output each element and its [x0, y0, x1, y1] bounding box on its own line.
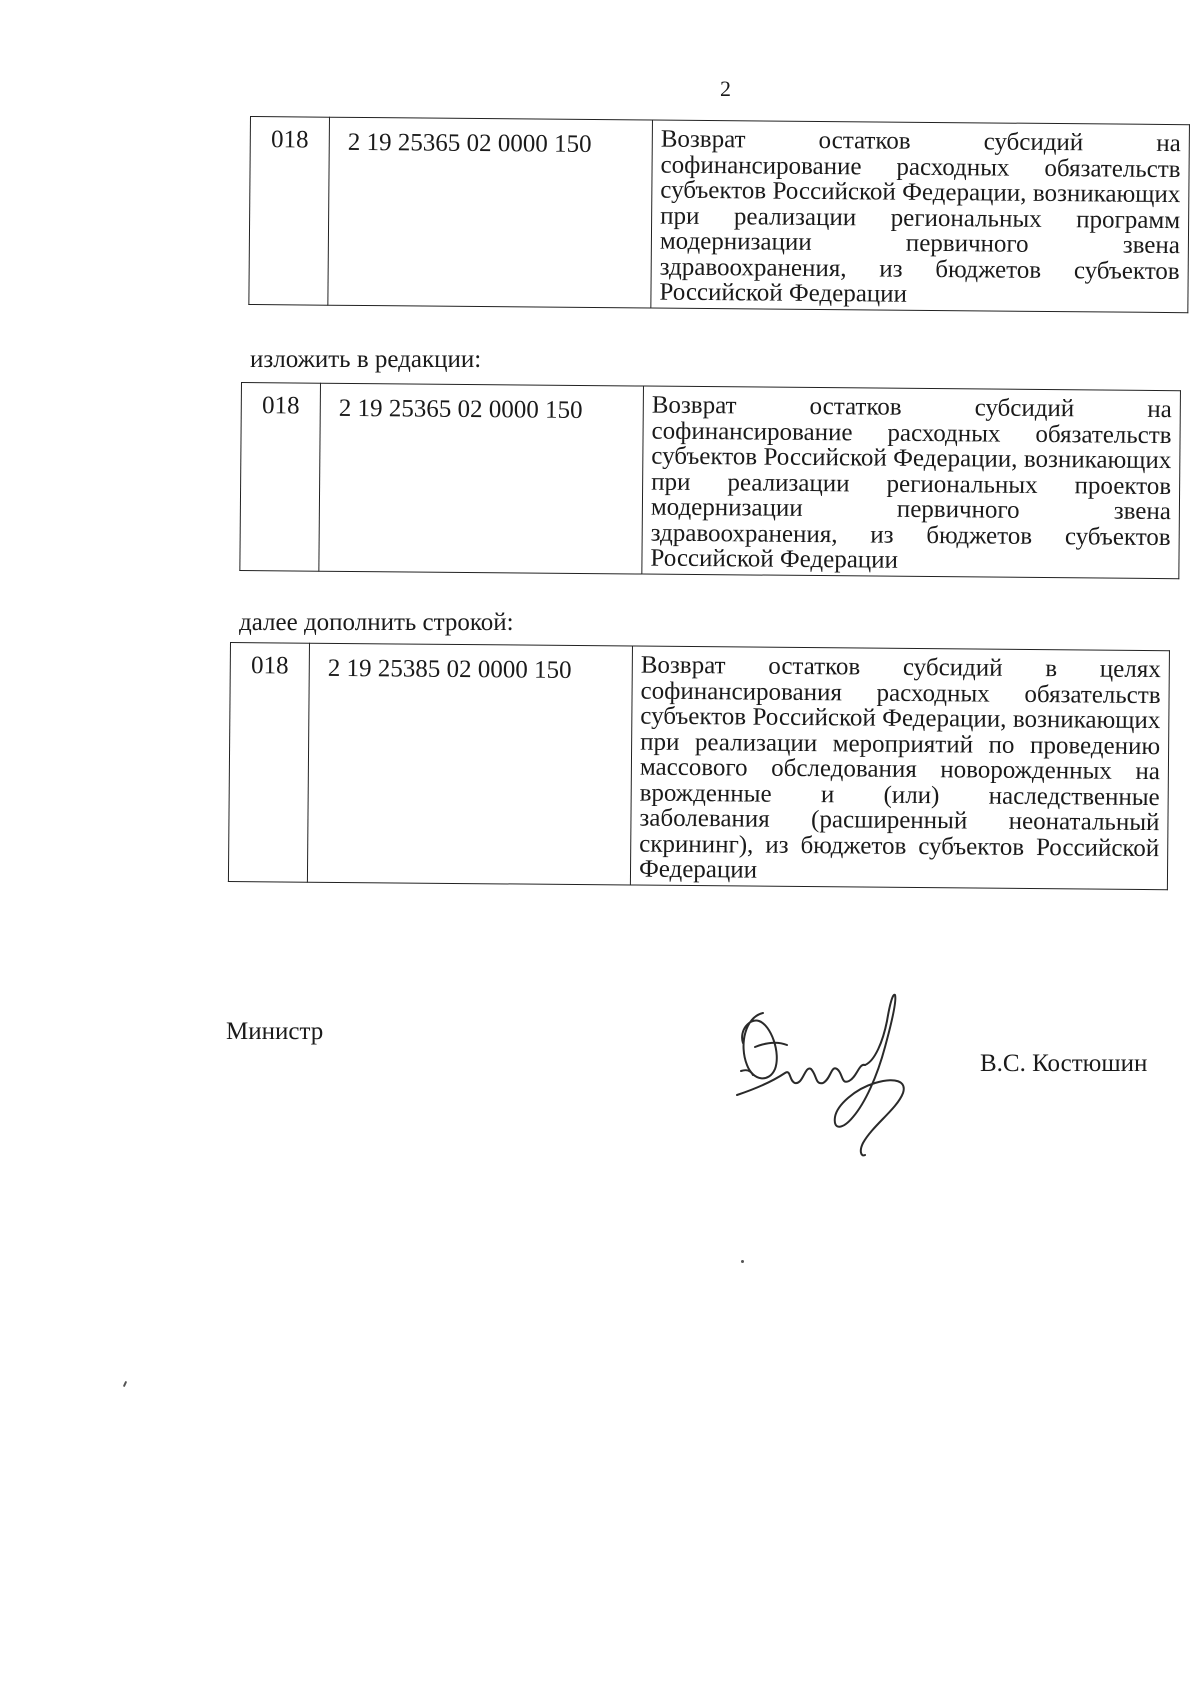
admin-code-cell: 018: [240, 383, 321, 571]
description-cell: Возврат остатков субсидий на софинансирование расходных обязательств субъектов Российской Федерации, возникающих при реализации региональных проектов модернизации первичного звена здравоохранения, из бюджетов субъектов Российской Федерации: [642, 386, 1181, 578]
scan-speck: [123, 1381, 127, 1387]
signatory-name: В.С. Костюшин: [980, 1050, 1148, 1077]
budget-code-table-new: [228, 642, 1170, 890]
page-number: 2: [720, 76, 731, 101]
kbk-code-cell: 2 19 25365 02 0000 150: [328, 117, 653, 307]
budget-code-table-original: [248, 116, 1190, 313]
scan-speck: [741, 1260, 744, 1263]
signatory-role: Министр: [226, 1018, 324, 1045]
kbk-code-cell: 2 19 25385 02 0000 150: [307, 643, 632, 884]
description-cell: Возврат остатков субсидий в целях софинансирования расходных обязательств субъектов Российской Федерации, возникающих при реализации мероприятий по проведению массового обследования новорожденных на врожденные и (или) наследственные заболевания (расширенный неонатальный скрининг), из бюджетов субъектов Российской Федерации: [630, 646, 1169, 889]
table-row: [240, 383, 1181, 579]
instruction-replace: изложить в редакции:: [250, 346, 482, 373]
admin-code-cell: 018: [249, 117, 330, 305]
instruction-append: далее дополнить строкой:: [239, 609, 514, 636]
handwritten-signature: [725, 985, 935, 1160]
budget-code-table-revised: [239, 382, 1181, 579]
admin-code-cell: 018: [228, 643, 309, 882]
kbk-code-cell: 2 19 25365 02 0000 150: [319, 383, 644, 573]
table-row: [228, 643, 1169, 890]
table-row: [249, 117, 1190, 313]
description-cell: Возврат остатков субсидий на софинансирование расходных обязательств субъектов Российской Федерации, возникающих при реализации региональных программ модернизации первичного звена здравоохранения, из бюджетов субъектов Российской Федерации: [651, 120, 1190, 312]
